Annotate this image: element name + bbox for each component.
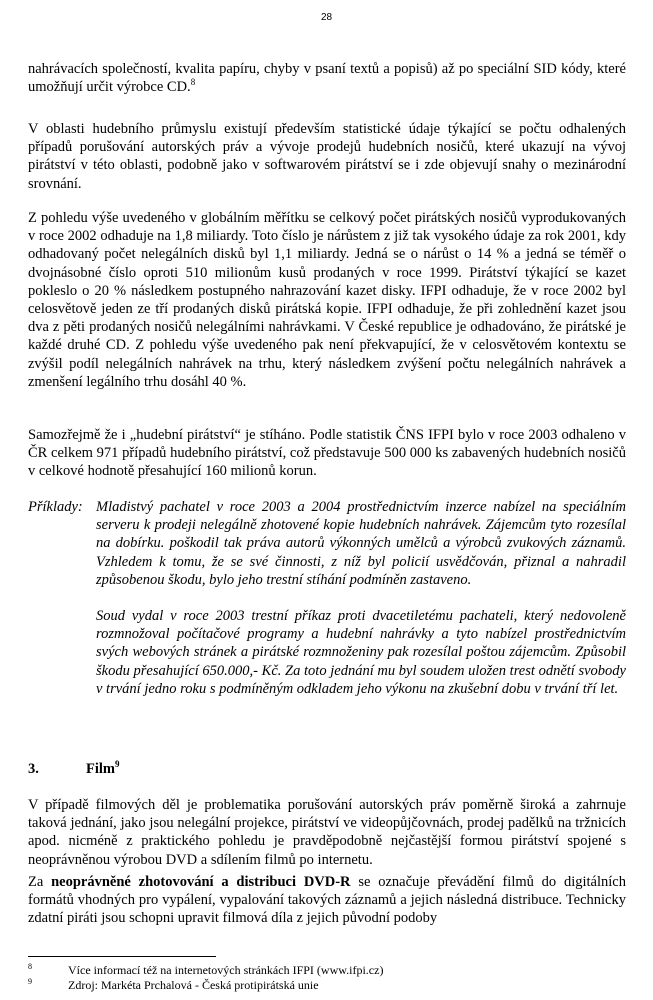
example-1: Mladistvý pachatel v roce 2003 a 2004 prostřednictvím inzerce nabízel na speciálním serveru k prodeji nelegálně zhotovené kopie hudebních nahrávek. Zájemcům tyto rozesílal na dobírku. poškodil tak práva autorů výkonných umělců a výrobců zvukových záznamů. Vzhledem k tomu, že se své činnosti, z níž byl policií usvědčován, přiznal a nahradil způsobenou škodu, bylo jeho trestní stíhání podmíněn zastaveno. <box>96 499 626 588</box>
footnote-ref-9: 9 <box>115 759 120 769</box>
paragraph-music-industry: V oblasti hudebního průmyslu existují především statistické údaje týkající se počtu odhalených případů porušování autorských práv a vývoje prodejů hudebních nosičů, které ukazují na vývoj pirátství v této oblasti, podobně jako v softwarovém pirátství se i zde objevují snahy o mezinárodní srovnání. <box>28 121 626 192</box>
paragraph-intro <box>28 60 626 96</box>
paragraph-intro-text: nahrávacích společností, kvalita papíru, chyby v psaní textů a popisů) až po speciální SID kódy, které umožňují určit výrobce CD. <box>28 61 626 96</box>
footnote-separator <box>28 956 216 957</box>
footnote-9 <box>28 978 319 992</box>
footnote-mark: 8 <box>28 962 32 971</box>
section-title: Film$^9$ <box>86 759 120 777</box>
footnote-text: Zdroj: Markéta Prchalová - Česká protipirátská unie <box>68 978 319 992</box>
paragraph-global-statistics: Z pohledu výše uvedeného v globálním měřítku se celkový počet pirátských nosičů vyprodukovaných v roce 2002 odhaduje na 1,8 miliardy. Toto číslo je nárůstem z již tak vysokého údaje za rok 2001, kdy odhadovaný počet nelegálních disků byl 1,1 miliardy. Jedná se o nárůst o 14 % a jedná se téměř o dvojnásobné číslo oproti 510 milionům kusů prodaných v roce 1999. Pirátství týkající se kazet pokleslo o 20 % následkem postupného nahrazování kazet disky. IFPI odhaduje, že v roce 2002 byl celosvětově jeden ze tří prodaných disků pirátská kopie. IFPI odhaduje, že při zohlednění kazet jsou dva z pěti prodaných nosičů nelegálními nahrávkami. V České republice je odhadováno, že pirátské je každé druhé CD. Z pohledu výše uvedeného pak není překvapující, že v celosvětovém kontextu se zvýšil podíl nelegálních nahrávek na trhu, který následkem zvýšení počtu nelegálních nahrávek a zmenšení legálního trhu dosáhl 40 %. <box>28 210 626 390</box>
footnote-ref-8: 8 <box>190 77 196 88</box>
paragraph-prosecution: Samozřejmě že i „hudební pirátství“ je stíháno. Podle statistik ČNS IFPI bylo v roce 2003 odhaleno v ČR celkem 971 případů hudebního pirátství, což představuje 500 000 ks zabavených hudebních nosičů v celkové hodnotě přesahující 160 milionů korun. <box>28 427 626 480</box>
examples-block <box>28 498 626 698</box>
dvd-term: neoprávněné zhotovování a distribuci DVD-R <box>51 874 351 890</box>
footnote-mark: 9 <box>28 977 32 986</box>
page-number: 28 <box>320 12 333 23</box>
examples-label: Příklady: <box>28 499 83 515</box>
examples-body <box>96 498 626 698</box>
paragraph-film: V případě filmových děl je problematika porušování autorských práv poměrně široká a zahrnuje taková jednání, jako jsou nelegální projekce, pirátství ve videopůjčovnách, prodej padělků na tržnicích apod. nicméně z praktického pohledu je pravděpodobně nejčastější formou pirátství spojené s neoprávněnou výrobou DVD a sdílením filmů po internetu. <box>28 797 626 868</box>
footnote-text: Více informací též na internetových stránkách IFPI (www.ifpi.cz) <box>68 963 384 977</box>
paragraph-dvd: Za neoprávněné zhotovování a distribuci DVD-R se označuje převádění filmů do digitálních formátů vhodných pro vypálení, vypalování takových záznamů a jejich následná distribuce. Technicky zdatní piráti jsou schopni upravit filmová díla z jejich původní podoby <box>28 874 626 927</box>
example-2: Soud vydal v roce 2003 trestní příkaz proti dvacetiletému pachateli, který nedovoleně rozmnožoval počítačové programy a hudební nahrávky a tyto nabízel prostřednictvím svých webových stránek a pirátské rozmnoženiny pak rozesílal poštou zájemcům. Způsobil škodu přesahující 650.000,- Kč. Za toto jednání mu byl soudem uložen trest odnětí svobody v trvání jedno roku s podmíněným odkladem jeho výkonu na zkušební dobu v trvání tří let. <box>96 608 626 697</box>
section-number: 3. <box>28 761 39 777</box>
footnote-8 <box>28 963 383 977</box>
